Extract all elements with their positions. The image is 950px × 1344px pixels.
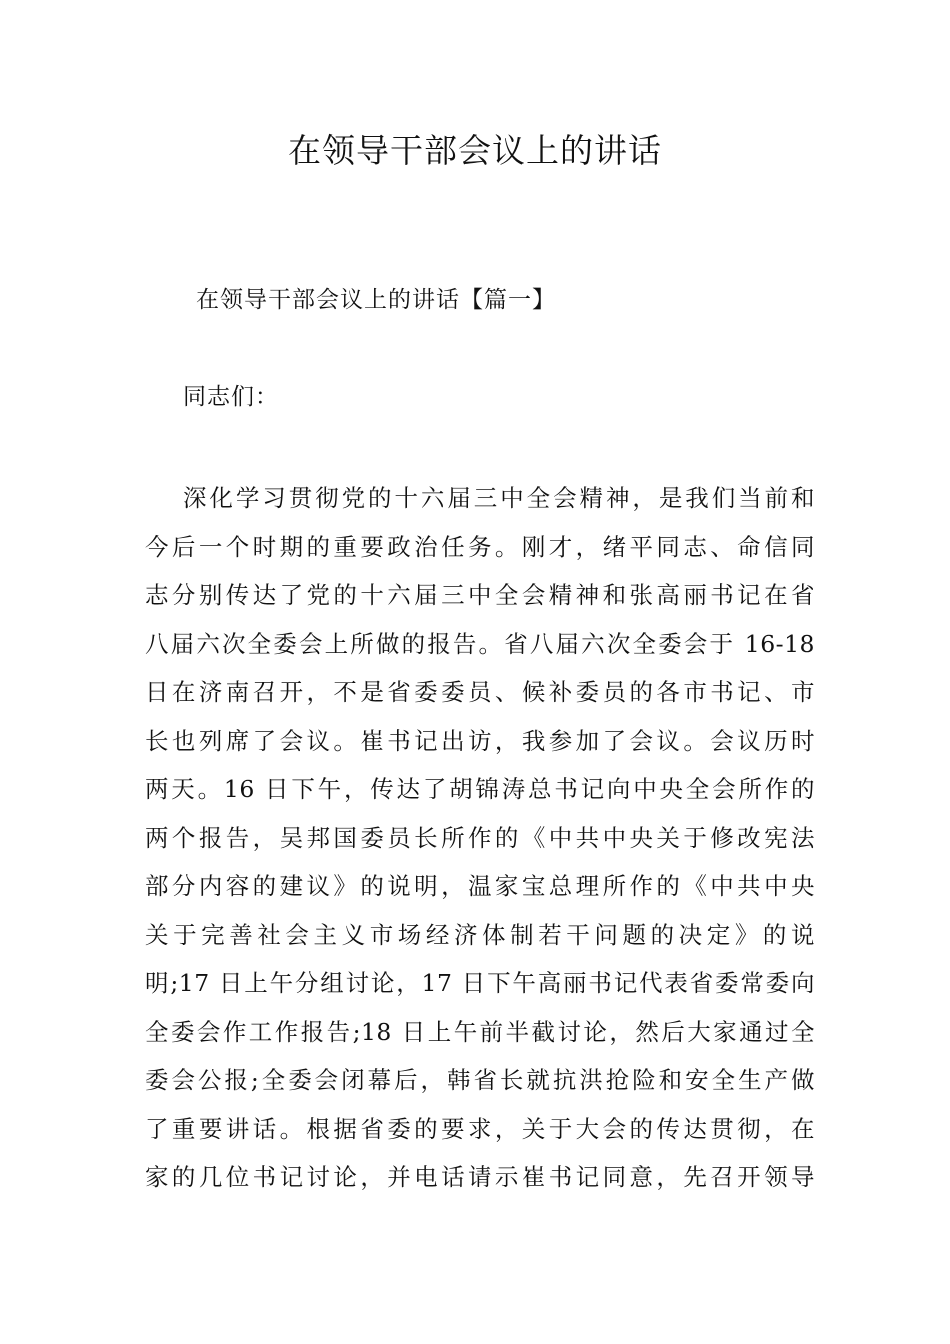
- body-line: 深化学习贯彻党的十六届三中全会精神，是我们当前和: [183, 484, 815, 512]
- body-line: 了重要讲话。根据省委的要求，关于大会的传达贯彻，在: [145, 1114, 815, 1143]
- body-line: 明;17 日上午分组讨论，17 日下午高丽书记代表省委常委向: [145, 969, 815, 997]
- body-line: 两天。16 日下午，传达了胡锦涛总书记向中央全会所作的: [145, 775, 815, 803]
- body-line: 长也列席了会议。崔书记出访，我参加了会议。会议历时: [145, 726, 815, 755]
- document-subtitle: 在领导干部会议上的讲话【篇一】: [196, 287, 556, 313]
- body-line: 委会公报;全委会闭幕后，韩省长就抗洪抢险和安全生产做: [145, 1066, 815, 1094]
- body-line: 全委会作工作报告;18 日上午前半截讨论，然后大家通过全: [145, 1017, 815, 1046]
- body-line: 家的几位书记讨论，并电话请示崔书记同意，先召开领导: [145, 1163, 815, 1191]
- body-line: 两个报告，吴邦国委员长所作的《中共中央关于修改宪法: [145, 823, 815, 852]
- body-line: 今后一个时期的重要政治任务。刚才，绪平同志、命信同: [145, 532, 815, 561]
- salutation: 同志们：: [183, 384, 279, 410]
- body-line: 日在济南召开，不是省委委员、候补委员的各市书记、市: [145, 678, 815, 706]
- body-line: 关于完善社会主义市场经济体制若干问题的决定》的说: [145, 920, 815, 949]
- body-line: 八届六次全委会上所做的报告。省八届六次全委会于 16-18: [145, 629, 815, 658]
- body-line: 部分内容的建议》的说明，温家宝总理所作的《中共中央: [145, 872, 815, 900]
- body-line: 志分别传达了党的十六届三中全会精神和张高丽书记在省: [145, 581, 815, 609]
- document-title: 在领导干部会议上的讲话: [288, 131, 662, 170]
- body-paragraph: [145, 474, 815, 1202]
